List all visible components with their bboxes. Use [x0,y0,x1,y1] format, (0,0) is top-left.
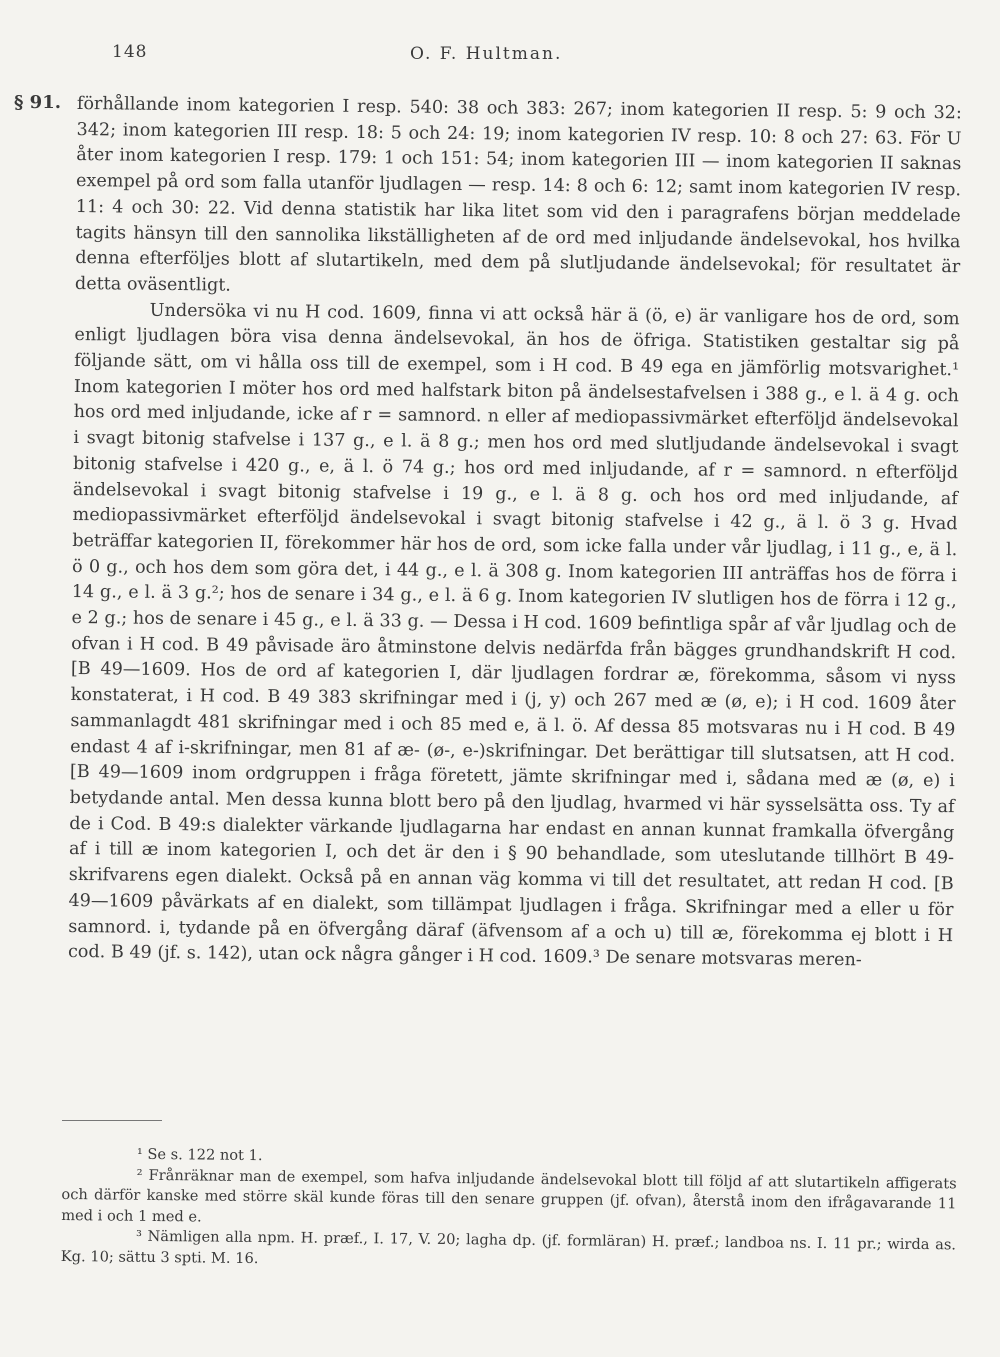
paragraph: Undersöka vi nu H cod. 1609, finna vi att också här ä (ö, e) är vanligare hos de ord, som enligt ljudlagen böra visa denna ändelsevokal, än hos de öfriga. Statistiken gestaltar sig på följande sätt, om vi hålla oss till de exempel, som i H cod. B 49 ega en jämförlig motsvarighet.¹ Inom kategorien I möter hos ord med halfstark biton på ändelsestafvelsen i 388 g., e l. ä 4 g. och hos ord med inljudande, icke af r = samnord. n eller af mediopassivmärket efterföljd ändelsevokal i svagt bitonig stafvelse i 137 g., e l. ä 8 g.; men hos ord med slutljudande ändelsevokal i svagt bitonig stafvelse i 420 g., e, ä l. ö 74 g.; hos ord med inljudande, af r = samnord. n efterföljd ändelsevokal i svagt bitonig stafvelse i 19 g., e l. ä 8 g. och hos ord med inljudande, af mediopassivmärket efterföljd ändelsevokal i svagt bitonig stafvelse i 42 g., ä l. ö 3 g. Hvad beträffar kategorien II, förekommer här hos de ord, som icke falla under vår ljudlag, i 11 g., e, ä l. ö 0 g., och hos dem som göra det, i 44 g., e l. ä 308 g. Inom kategorien III anträffas hos de förra i 14 g., e l. ä 3 g.²; hos de senare i 34 g., e l. ä 6 g. Inom kategorien IV slutligen hos de förra i 12 g., e 2 g.; hos de senare i 45 g., e l. ä 33 g. — Dessa i H cod. 1609 befintliga spår af vår ljudlag och de ofvan i H cod. B 49 påvisade äro åtminstone delvis nedärfda från bägges grundhandskrift H cod. [B 49—1609. Hos de ord af kategorien I, där ljudlagen fordrar æ, förekomma, såsom vi nyss konstaterat, i H cod. B 49 383 skrifningar med i (j, y) och 267 med æ (ø, e); i H cod. 1609 åter sammanlagdt 481 skrifningar med i och 85 med e, ä l. ö. Af dessa 85 motsvaras nu i H cod. B 49 endast 4 af i-skrifningar, men 81 af æ- (ø-, e-)skrifningar. Det berättigar till slutsatsen, att H cod. [B 49—1609 inom ordgruppen i fråga företett, jämte skrifningar med i, sådana med æ (ø, e) i betydande antal. Men dessa kunna blott bero på den ljudlag, hvarmed vi här sysselsätta oss. Ty af de i Cod. B 49:s dialekter värkande ljudlagarna har endast en annan kunnat framkalla öfvergång af i till æ inom kategorien I, och det är den i § 90 behandlade, som uteslutande tillhört B 49-skrifvarens egen dialekt. Också på en annan väg komma vi till det resultatet, att redan H cod. [B 49—1609 påvärkats af en dialekt, som tillämpat ljudlagen i fråga. Skrifningar med a eller u för samnord. i, tydande på en öfvergång däraf (äfvensom af a och u) till æ, förekomma ej blott i H cod. B 49 (jf. s. 142), utan ock några gånger i H cod. 1609.³ De senare motsvaras meren- [67,300,960,971]
page-number: 148 [112,42,148,62]
running-head: O. F. Hultman. [410,44,563,64]
footnotes [61,1144,957,1276]
footnote-3: ³ Nämligen alla npm. H. præf., I. 17, V. 20; lagha dp. (jf. formläran) H. præf.; landboa ns. I. 11 pr.; wirda as. Kg. 10; sättu 3 spti. M. 16. [60,1227,957,1267]
section-mark: § 91. [14,92,61,113]
footnote-1: ¹ Se s. 122 not 1. [136,1145,263,1165]
footnote-2: ² Frånräknar man de exempel, som hafva inljudande ändelsevokal blott till följd af att slutartikeln affigerats och därför kanske med större skäl kunde föras till den senare gruppen (jf. ofvan), återstå inom den ifrågavarande 11 med i och 1 med e. [61,1166,957,1225]
footnote-divider [62,1120,162,1121]
body-text [68,92,962,975]
page-header [0,42,1000,72]
paragraph: förhållande inom kategorien I resp. 540: 38 och 383: 267; inom kategorien II resp. 5: 9 och 32: 342; inom kategorien III resp. 18: 5 och 24: 19; inom kategorien IV resp. 10: 8 och 27: 63. För U åter inom kategorien I resp. 179: 1 och 151: 54; inom kategorien III — inom kategorien II saknas exempel på ord som falla utanför ljudlagen — resp. 14: 8 och 6: 12; samt inom kategorien IV resp. 11: 4 och 30: 22. Vid denna statistik har lika litet som vid den i paragrafens början meddelade tagits hänsyn till den sannolika likställigheten af de ord med inljudande ändelsevokal, hos hvilka denna efterföljes blott af slutartikeln, med dem på slutljudande ändelsevokal; för resultatet är detta oväsentligt. [74,93,962,296]
